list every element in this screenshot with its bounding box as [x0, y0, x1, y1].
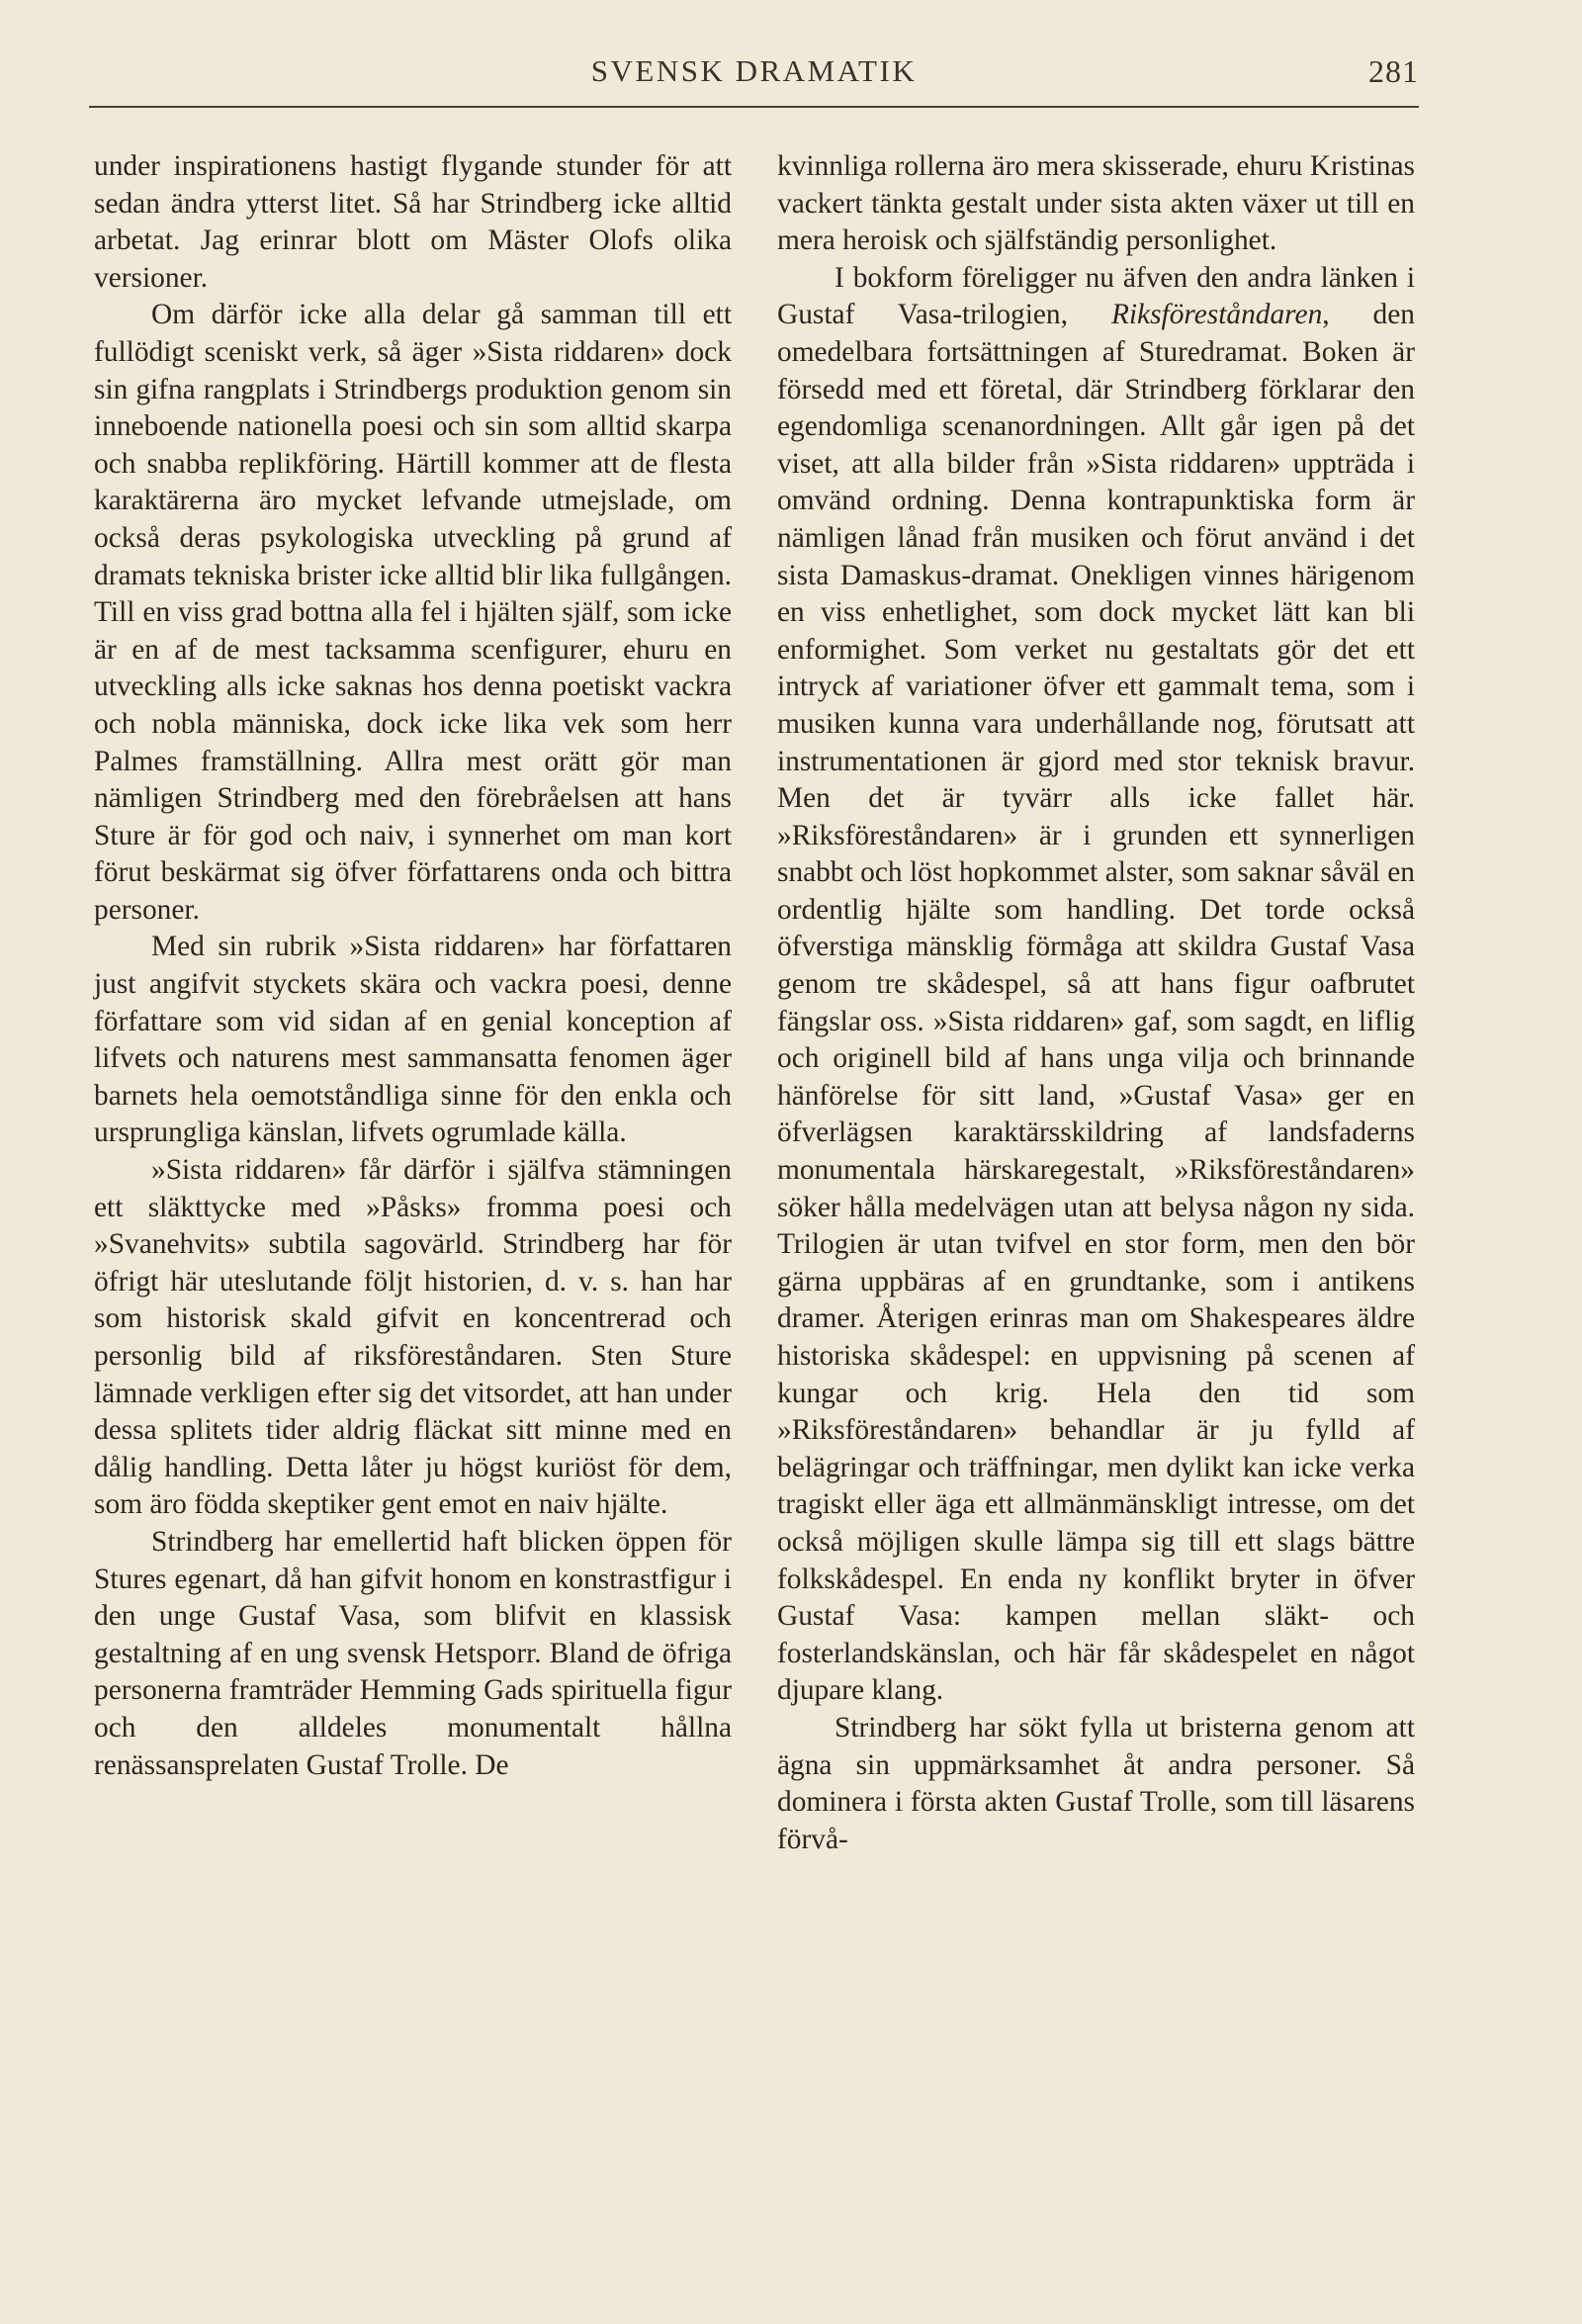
paragraph: under inspirationens hastigt flygande stunder för att sedan ändra ytterst litet. Så har Strindberg icke alltid arbetat. Jag erinrar blott om Mäster Olofs olika versioner.	[94, 150, 732, 294]
page-number: 281	[1368, 53, 1419, 89]
paragraph: »Sista riddaren» får därför i själfva stämningen ett släkttycke med »Påsks» fromma poesi och »Svanehvits» subtila sagovärld. Strindberg har för öfrigt här uteslutande följt historien, d. v. s. han har som historisk skald gifvit en koncentrerad och personlig bild af riksföreståndaren. Sten Sture lämnade verkligen efter sig det vitsordet, att han under dessa splitets tider aldrig fläckat sitt minne med en dålig handling. Detta låter ju högst kuriöst för dem, som äro födda skeptiker gent emot en naiv hjälte.	[94, 1154, 732, 1521]
paragraph: Med sin rubrik »Sista riddaren» har författaren just angifvit styckets skära och vackra poesi, denne författare som vid sidan af en genial konception af lifvets och naturens mest sammansatta fenomen äger barnets hela oemotståndliga sinne för den enkla och ursprungliga känslan, lifvets ogrumlade källa.	[94, 931, 732, 1149]
page-header	[89, 51, 1419, 111]
paragraph	[777, 260, 1415, 1710]
book-title: Riksföreståndaren	[1110, 299, 1323, 331]
left-column	[94, 148, 732, 1784]
paragraph: Strindberg har sökt fylla ut bristerna genom att ägna sin uppmärksamhet åt andra personer. Så dominera i första akten Gustaf Trolle, som till läsarens förvå-	[777, 1711, 1415, 1855]
paragraph: kvinnliga rollerna äro mera skisserade, ehuru Kristinas vackert tänkta gestalt under sista akten växer ut till en mera heroisk och själfständig personlighet.	[777, 150, 1415, 257]
paragraph-text: , den omedelbara fortsättningen af Sturedramat. Boken är försedd med ett företal, där Strindberg förklarar den egendomliga scenanordningen. Allt går igen på det viset, att alla bilder från »Sista riddaren» uppträda i omvänd ordning. Denna kontrapunktiska form är nämligen lånad från musiken och förut använd i det sista Damaskus-dramat. Onekligen vinnes härigenom en viss enhetlighet, som dock mycket lätt kan bli enformighet. Som verket nu gestaltats gör det ett intryck af variationer öfver ett gammalt tema, som i musiken kunna vara underhållande nog, förutsatt att instrumentationen är gjord med stor teknisk bravur. Men det är tyvärr alls icke fallet här. »Riksföreståndaren» är i grunden ett synnerligen snabbt och löst hopkommet alster, som saknar såväl en ordentlig hjälte som handling. Det torde också öfverstiga mänsklig förmåga att skildra Gustaf Vasa genom tre skådespel, så att hans figur oafbrutet fängslar oss. »Sista riddaren» gaf, som sagdt, en liflig och originell bild af hans unga vilja och brinnande hänförelse för sitt land, »Gustaf Vasa» ger en öfverlägsen karaktärsskildring af landsfaderns monumentala härskaregestalt, »Riksföreståndaren» söker hålla medelvägen utan att belysa någon ny sida. Trilogien är utan tvifvel en stor form, men den bör gärna uppbäras af en grundtanke, som i antikens dramer. Återigen erinras man om Shakespeares äldre historiska skådespel: en uppvisning på scenen af kungar och krig. Hela den tid som »Riksföreståndaren» behandlar är ju fylld af belägringar och träffningar, men dylikt kan icke verka tragiskt eller äga ett allmänmänskligt intresse, om det också möjligen skulle lämpa sig till ett slags bättre folkskådespel. En enda ny konflikt bryter in öfver Gustaf Vasa: kampen mellan släkt- och fosterlandskänslan, och här får skådespelet en något djupare klang.	[777, 299, 1415, 1707]
header-rule	[89, 106, 1419, 108]
right-column	[777, 148, 1415, 1858]
paragraph: Om därför icke alla delar gå samman till ett fullödigt sceniskt verk, så äger »Sista riddaren» dock sin gifna rangplats i Strindbergs produktion genom sin inneboende nationella poesi och sin som alltid skarpa och snabba replikföring. Härtill kommer att de flesta karaktärerna äro mycket lefvande utmejslade, om också deras psykologiska utveckling på grund af dramats tekniska brister icke alltid blir lika fullgången. Till en viss grad bottna alla fel i hjälten själf, som icke är en af de mest tacksamma scenfigurer, ehuru en utveckling alls icke saknas hos denna poetiskt vackra och nobla människa, dock icke lika vek som herr Palmes framställning. Allra mest orätt gör man nämligen Strindberg med den förebråelsen att hans Sture är för god och naiv, i synnerhet om man kort förut beskärmat sig öfver författarens onda och bittra personer.	[94, 299, 732, 926]
running-title: SVENSK DRAMATIK	[590, 53, 918, 88]
paragraph: Strindberg har emellertid haft blicken öppen för Stures egenart, då han gifvit honom en konstrastfigur i den unge Gustaf Vasa, som blifvit en klassisk gestaltning af en ung svensk Hetsporr. Bland de öfriga personerna framträder Hemming Gads spirituella figur och den alldeles monumentalt hållna renässansprelaten Gustaf Trolle. De	[94, 1525, 732, 1781]
paragraph-text: I bokform föreligger nu äfven den andra länken i Gustaf Vasa-trilogien,	[777, 261, 1415, 331]
